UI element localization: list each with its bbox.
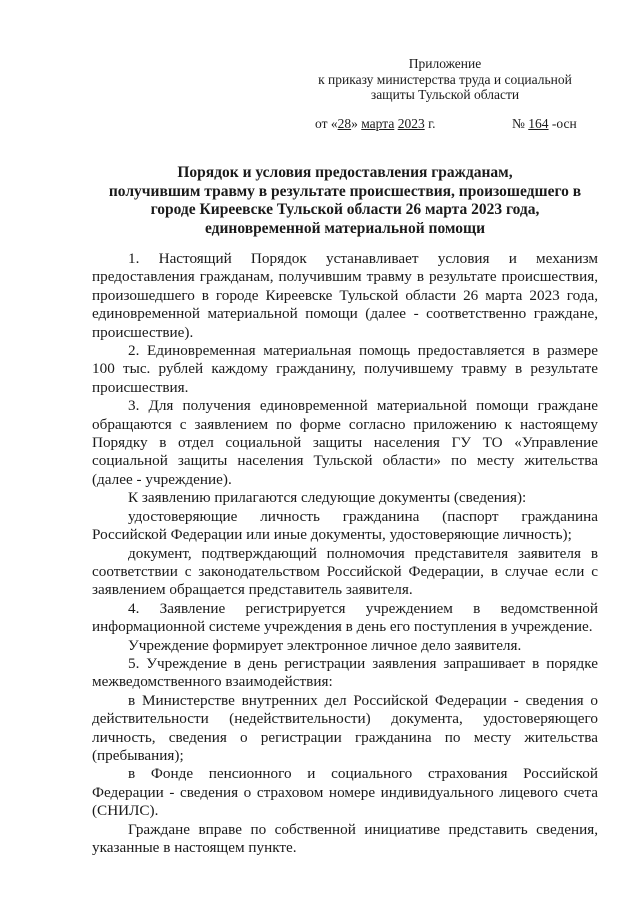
appendix-line: Приложение bbox=[408, 56, 482, 71]
paragraph-line: социальной защиты населения Тульской области» по месту жительства bbox=[92, 452, 598, 470]
paragraph-line: Порядку в отдел социальной защиты населения ГУ ТО «Управление bbox=[92, 434, 598, 452]
paragraph-line: заявлением обращается представитель заявителя. bbox=[92, 581, 413, 599]
paragraph bbox=[92, 692, 598, 766]
title-line: городе Киреевске Тульской области 26 марта 2023 года, bbox=[150, 201, 540, 218]
paragraph-line: документ, подтверждающий полномочия представителя заявителя в bbox=[128, 544, 598, 562]
number-prefix: № bbox=[512, 116, 529, 131]
paragraph-line: Учреждение формирует электронное личное дело заявителя. bbox=[128, 636, 522, 654]
appendix-line: защиты Тульской области bbox=[370, 87, 520, 102]
paragraph-line: обращаются с заявлением по форме согласно приложению к настоящему bbox=[92, 415, 598, 433]
paragraph-line: в Министерстве внутренних дел Российской Федерации - сведения о bbox=[128, 691, 598, 709]
document-body bbox=[92, 250, 598, 857]
paragraph bbox=[92, 637, 598, 655]
paragraph-line: Граждане вправе по собственной инициативе представить сведения, bbox=[128, 820, 598, 838]
title-line: единовременной материальной помощи bbox=[204, 219, 486, 237]
paragraph-line: в Фонде пенсионного и социального страхования Российской bbox=[128, 765, 598, 783]
paragraph bbox=[92, 397, 598, 489]
paragraph-line: происшествие). bbox=[92, 323, 194, 341]
date-year: 2023 bbox=[397, 116, 425, 131]
paragraph-line: информационной системе учреждения в день его поступления в учреждение. bbox=[92, 618, 593, 636]
date-day: 28 bbox=[337, 116, 352, 131]
paragraph bbox=[92, 821, 598, 858]
paragraph-line: личность, сведения о регистрации гражданина по месту жительства bbox=[92, 728, 598, 746]
paragraph-line: (далее - учреждение). bbox=[92, 470, 232, 488]
date-prefix: от « bbox=[315, 116, 338, 131]
appendix-block bbox=[300, 56, 590, 103]
paragraph-line: указанные в настоящем пункте. bbox=[92, 839, 297, 856]
number-value: 164 bbox=[528, 116, 549, 131]
paragraph-line: (СНИЛС). bbox=[92, 802, 159, 820]
paragraph-line: 3. Для получения единовременной материальной помощи граждане bbox=[128, 397, 598, 415]
number-suffix: -осн bbox=[548, 116, 577, 131]
paragraph bbox=[92, 545, 598, 600]
paragraph-line: произошедшего в городе Киреевске Тульской области 26 марта 2023 года, bbox=[92, 286, 598, 304]
paragraph-line: действительности (недействительности) документа, удостоверяющего bbox=[92, 710, 598, 728]
date-month: марта bbox=[361, 116, 395, 131]
paragraph-line: предоставления гражданам, получившим травму в результате происшествия, bbox=[92, 268, 598, 286]
paragraph-line: 1. Настоящий Порядок устанавливает условия и механизм bbox=[128, 250, 598, 267]
date-mid: » bbox=[351, 116, 362, 131]
paragraph-line: (пребывания); bbox=[92, 746, 184, 764]
paragraph bbox=[92, 342, 598, 397]
paragraph-line: 4. Заявление регистрируется учреждением в ведомственной bbox=[128, 599, 598, 617]
paragraph bbox=[92, 489, 598, 507]
paragraph-line: 100 тыс. рублей каждому гражданину, получившему травму в результате bbox=[92, 360, 598, 378]
paragraph-line: К заявлению прилагаются следующие документы (сведения): bbox=[128, 489, 527, 507]
paragraph-line: межведомственного взаимодействия: bbox=[92, 673, 333, 691]
paragraph-line: Российской Федерации или иные документы, удостоверяющие личность); bbox=[92, 526, 572, 544]
appendix-line: к приказу министерства труда и социальной bbox=[318, 71, 572, 87]
paragraph bbox=[92, 765, 598, 820]
title-line: получившим травму в результате происшествия, произошедшего в bbox=[108, 182, 582, 200]
paragraph-line: происшествия. bbox=[92, 378, 189, 396]
paragraph bbox=[92, 655, 598, 692]
paragraph-line: единовременной материальной помощи (далее - соответственно граждане, bbox=[92, 305, 598, 323]
paragraph-line: удостоверяющие личность гражданина (паспорт гражданина bbox=[128, 507, 598, 525]
paragraph-line: Федерации - сведения о страховом номере индивидуального лицевого счета bbox=[92, 783, 598, 801]
document-title bbox=[90, 164, 600, 238]
date-suffix: г. bbox=[424, 116, 436, 131]
title-line: Порядок и условия предоставления гражданам, bbox=[177, 164, 513, 181]
paragraph bbox=[92, 600, 598, 637]
paragraph bbox=[92, 508, 598, 545]
paragraph-line: соответствии с законодательством Российской Федерации, в случае если с bbox=[92, 562, 598, 580]
order-number bbox=[512, 116, 577, 132]
paragraph-line: 5. Учреждение в день регистрации заявления запрашивает в порядке bbox=[128, 654, 598, 672]
paragraph bbox=[92, 250, 598, 342]
order-date bbox=[315, 116, 435, 132]
paragraph-line: 2. Единовременная материальная помощь предоставляется в размере bbox=[128, 342, 598, 360]
